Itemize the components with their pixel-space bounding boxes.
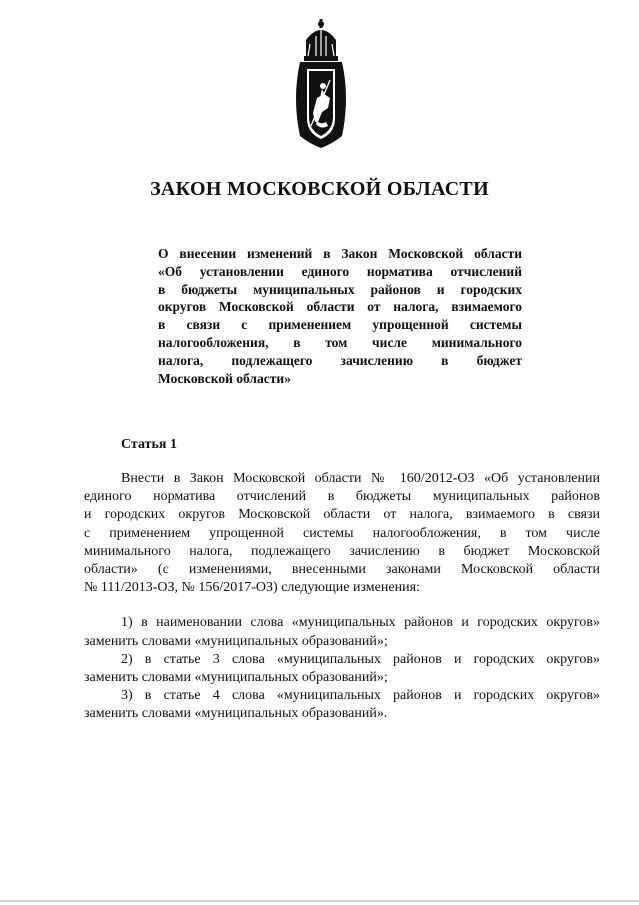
amendment-item-line: 2) в статье 3 слова «муниципальных районов и городских округов» (121, 651, 600, 667)
body-line: № 111/2013-ОЗ, № 156/2017-ОЗ) следующие изменения: (84, 580, 420, 596)
amendment-item-line: заменить словами «муниципальных образований»; (84, 669, 388, 685)
body-line: с применением упрощенной системы налогообложения, в том числе (84, 525, 600, 541)
subtitle-line: О внесении изменений в Закон Московской области (158, 246, 522, 261)
subtitle-line: Московской области» (158, 370, 291, 386)
amendment-item-line: заменить словами «муниципальных образований»; (84, 633, 388, 649)
subtitle-line: округов Московской области от налога, взимаемого (158, 299, 522, 315)
body-line: и городских округов Московской области от налога, взимаемого в связи (84, 507, 600, 523)
article-body (84, 470, 600, 723)
body-line: минимального налога, подлежащего зачислению в бюджет Московской (84, 543, 600, 559)
subtitle-line: «Об установлении единого норматива отчислений (158, 263, 522, 279)
document-title: ЗАКОН МОСКОВСКОЙ ОБЛАСТИ (150, 178, 489, 200)
amendment-item-line: заменить словами «муниципальных образований». (84, 706, 388, 722)
subtitle-line: в бюджеты муниципальных районов и городских (158, 281, 522, 297)
coat-of-arms-icon (286, 18, 356, 154)
body-line: области» (с изменениями, внесенными законами Московской области (84, 561, 600, 577)
subtitle-line: налогообложения, в том числе минимального (158, 334, 522, 350)
article-heading: Статья 1 (121, 437, 177, 452)
amendment-item-line: 1) в наименовании слова «муниципальных районов и городских округов» (121, 615, 600, 631)
body-line: Внести в Закон Московской области № 160/2012-ОЗ «Об установлении (121, 471, 600, 486)
subtitle-line: в связи с применением упрощенной системы (158, 317, 522, 333)
law-subtitle (158, 245, 522, 387)
page-bottom-edge (0, 900, 639, 902)
amendment-item-line: 3) в статье 4 слова «муниципальных районов и городских округов» (121, 688, 600, 704)
body-line: единого норматива отчислений в бюджеты муниципальных районов (84, 489, 600, 505)
subtitle-line: налога, подлежащего зачислению в бюджет (158, 352, 522, 368)
